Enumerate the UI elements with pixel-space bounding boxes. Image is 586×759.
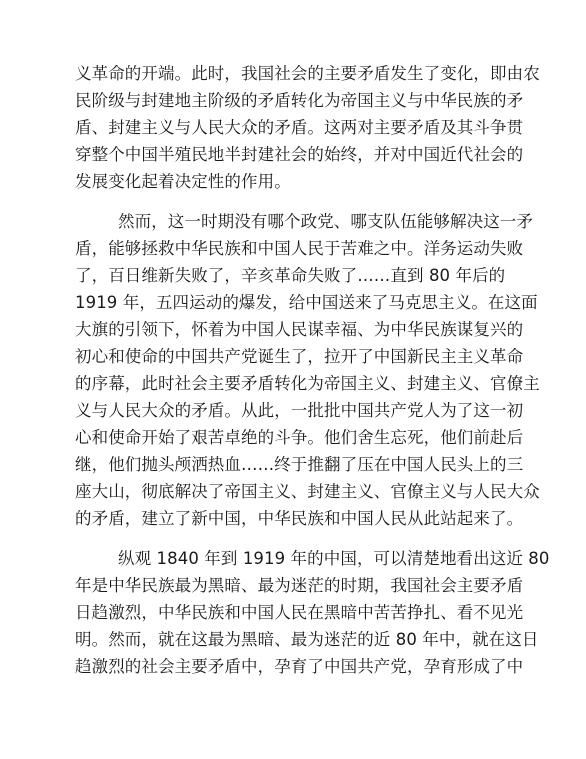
text-line: 民阶级与封建地主阶级的矛盾转化为帝国主义与中华民族的矛 [75, 91, 524, 110]
text-line: 日趋激烈，中华民族和中国人民在黑暗中苦苦挣扎、看不见光 [75, 603, 524, 622]
text-line: 大旗的引领下，怀着为中国人民谋幸福、为中华民族谋复兴的 [75, 320, 524, 339]
text-line: 座大山，彻底解决了帝国主义、封建主义、官僚主义与人民大众 [75, 482, 540, 501]
paragraph-first-line: 纵观 1840 年到 1919 年的中国，可以清楚地看出这近 80 [118, 549, 550, 568]
text-line: 的矛盾，建立了新中国，中华民族和中国人民从此站起来了。 [75, 509, 524, 528]
text-line: 心和使命开始了艰苦卓绝的斗争。他们舍生忘死，他们前赴后 [75, 428, 524, 447]
text-line: 盾、封建主义与人民大众的矛盾。这两对主要矛盾及其斗争贯 [75, 118, 524, 137]
text-line: 穿整个中国半殖民地半封建社会的始终，并对中国近代社会的 [75, 145, 524, 164]
text-line: 初心和使命的中国共产党诞生了，拉开了中国新民主主义革命 [75, 347, 524, 366]
text-line: 明。然而，就在这最为黑暗、最为迷茫的近 80 年中，就在这日 [75, 630, 539, 649]
text-line: 发展变化起着决定性的作用。 [75, 172, 291, 191]
text-line: 继，他们抛头颅洒热血……终于推翻了压在中国人民头上的三 [75, 455, 524, 474]
text-line: 趋激烈的社会主要矛盾中，孕育了中国共产党，孕育形成了中 [75, 657, 524, 676]
text-line: 义与人民大众的矛盾。从此，一批批中国共产党人为了这一初 [75, 401, 524, 420]
paragraph-first-line: 然而，这一时期没有哪个政党、哪支队伍能够解决这一矛 [118, 212, 533, 231]
text-line: 盾，能够拯救中华民族和中国人民于苦难之中。洋务运动失败 [75, 239, 524, 258]
text-line: 义革命的开端。此时，我国社会的主要矛盾发生了变化，即由农 [75, 64, 540, 83]
text-line: 年是中华民族最为黑暗、最为迷茫的时期，我国社会主要矛盾 [75, 576, 524, 595]
text-line: 1919 年，五四运动的爆发，给中国送来了马克思主义。在这面 [75, 293, 538, 312]
text-line: 的序幕，此时社会主要矛盾转化为帝国主义、封建主义、官僚主 [75, 374, 540, 393]
text-line: 了，百日维新失败了，辛亥革命失败了……直到 80 年后的 [75, 266, 506, 285]
